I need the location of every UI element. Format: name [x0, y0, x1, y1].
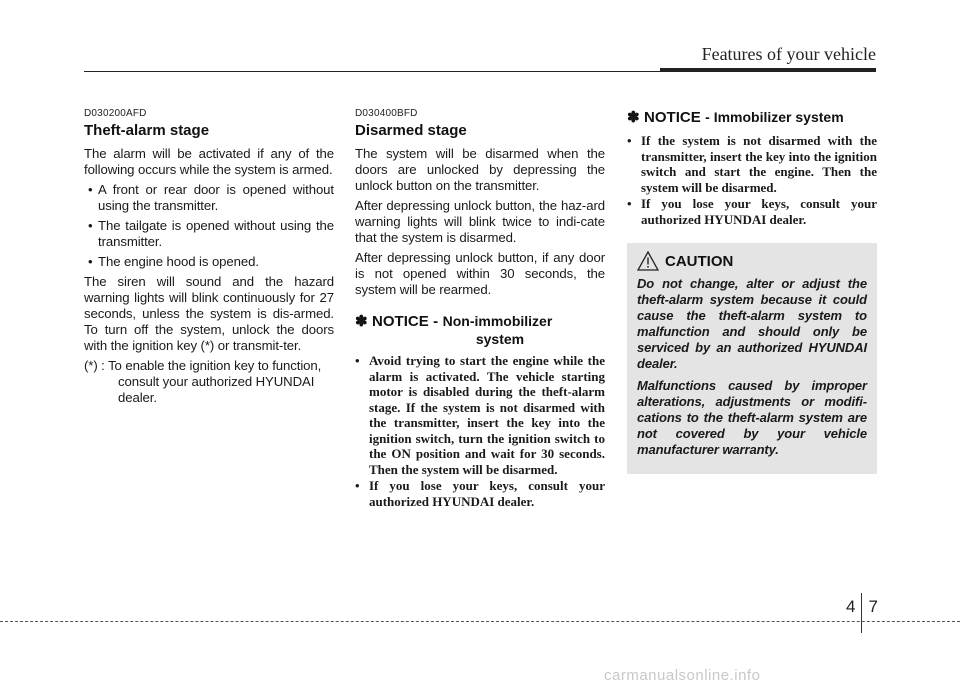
watermark: carmanualsonline.info	[604, 667, 761, 684]
list-item: • If the system is not disarmed with the transmitter, insert the key into the ignition switch and start the engine. Then the system will be disarmed.	[627, 133, 877, 195]
bullet-icon: •	[355, 353, 360, 368]
page-number-value: 7	[868, 597, 878, 616]
warning-triangle-icon	[637, 251, 659, 271]
notice-star-icon: ✽	[627, 109, 640, 126]
footer-rule	[0, 621, 960, 622]
paragraph: The siren will sound and the hazard warning lights will blink continuously for 27 seconds, unless the system is dis-armed. To turn off the system, unlock the doors with the ignition key (*) or transmit-ter.	[84, 274, 334, 353]
notice-list	[355, 353, 605, 509]
notice-label: NOTICE	[372, 313, 429, 330]
section-heading: Theft-alarm stage	[84, 122, 210, 139]
list-item: • If you lose your keys, consult your authorized HYUNDAI dealer.	[627, 196, 877, 227]
list-item: • The engine hood is opened.	[88, 254, 259, 269]
section-number: 4	[846, 597, 856, 616]
bullet-icon: •	[88, 218, 93, 233]
paragraph: The system will be disarmed when the doors are unlocked by depressing the unlock button on the transmitter.	[355, 146, 605, 193]
list-item: • A front or rear door is opened without using the transmitter.	[88, 182, 334, 213]
notice-heading	[355, 312, 605, 347]
section-code: D030200AFD	[84, 108, 147, 119]
caution-heading	[637, 251, 867, 271]
bullet-icon: •	[627, 196, 632, 211]
list-item: • Avoid trying to start the engine while the alarm is activated. The vehicle starting motor is disabled during the theft-alarm stage. If the system is not disarmed with the transmitter, insert the key into the ignition switch, turn the ignition switch to the ON position and wait for 30 seconds. Then the system will be disarmed.	[355, 353, 605, 477]
notice-star-icon: ✽	[355, 313, 368, 330]
column-theft-alarm-stage	[84, 108, 334, 406]
paragraph: After depressing unlock button, the haz-ard warning lights will blink twice to indi-cate that the system is disarmed.	[355, 198, 605, 245]
notice-title: - Immobilizer system	[705, 109, 844, 125]
notice-title: Non-immobilizer	[442, 313, 553, 329]
bullet-icon: •	[355, 478, 360, 493]
paragraph: The alarm will be activated if any of the following occurs while the system is armed.	[84, 146, 334, 177]
section-title: Features of your vehicle	[701, 44, 876, 64]
notice-dash: -	[433, 313, 439, 330]
notice-title-continued: system	[475, 331, 525, 347]
column-immobilizer	[627, 108, 877, 474]
notice-heading	[627, 108, 877, 127]
section-heading: Disarmed stage	[355, 122, 467, 139]
list-item: • The tailgate is opened without using the transmitter.	[88, 218, 334, 249]
bullet-list	[84, 182, 334, 270]
bullet-icon: •	[88, 254, 93, 269]
bullet-icon: •	[88, 182, 93, 197]
page-number	[846, 597, 878, 633]
notice-label: NOTICE	[644, 109, 701, 126]
notice-list	[627, 133, 877, 227]
column-disarmed-stage	[355, 108, 605, 510]
section-code: D030400BFD	[355, 108, 418, 119]
paragraph: After depressing unlock button, if any door is not opened within 30 seconds, the system will be rearmed.	[355, 250, 605, 297]
caution-text: Malfunctions caused by improper alterations, adjustments or modifi-cations to the theft-alarm system are not covered by your vehicle manufacturer warranty.	[637, 378, 867, 457]
list-item: • If you lose your keys, consult your authorized HYUNDAI dealer.	[355, 478, 605, 509]
bullet-icon: •	[627, 133, 632, 148]
caution-title: CAUTION	[665, 252, 734, 270]
header-rule-accent	[660, 68, 876, 72]
caution-box	[627, 243, 877, 474]
footnote: (*) : To enable the ignition key to function, consult your authorized HYUNDAI dealer.	[84, 358, 322, 405]
caution-text: Do not change, alter or adjust the theft-alarm system because it could cause the theft-alarm system to malfunction and should only be serviced by an authorized HYUNDAI dealer.	[637, 276, 867, 371]
